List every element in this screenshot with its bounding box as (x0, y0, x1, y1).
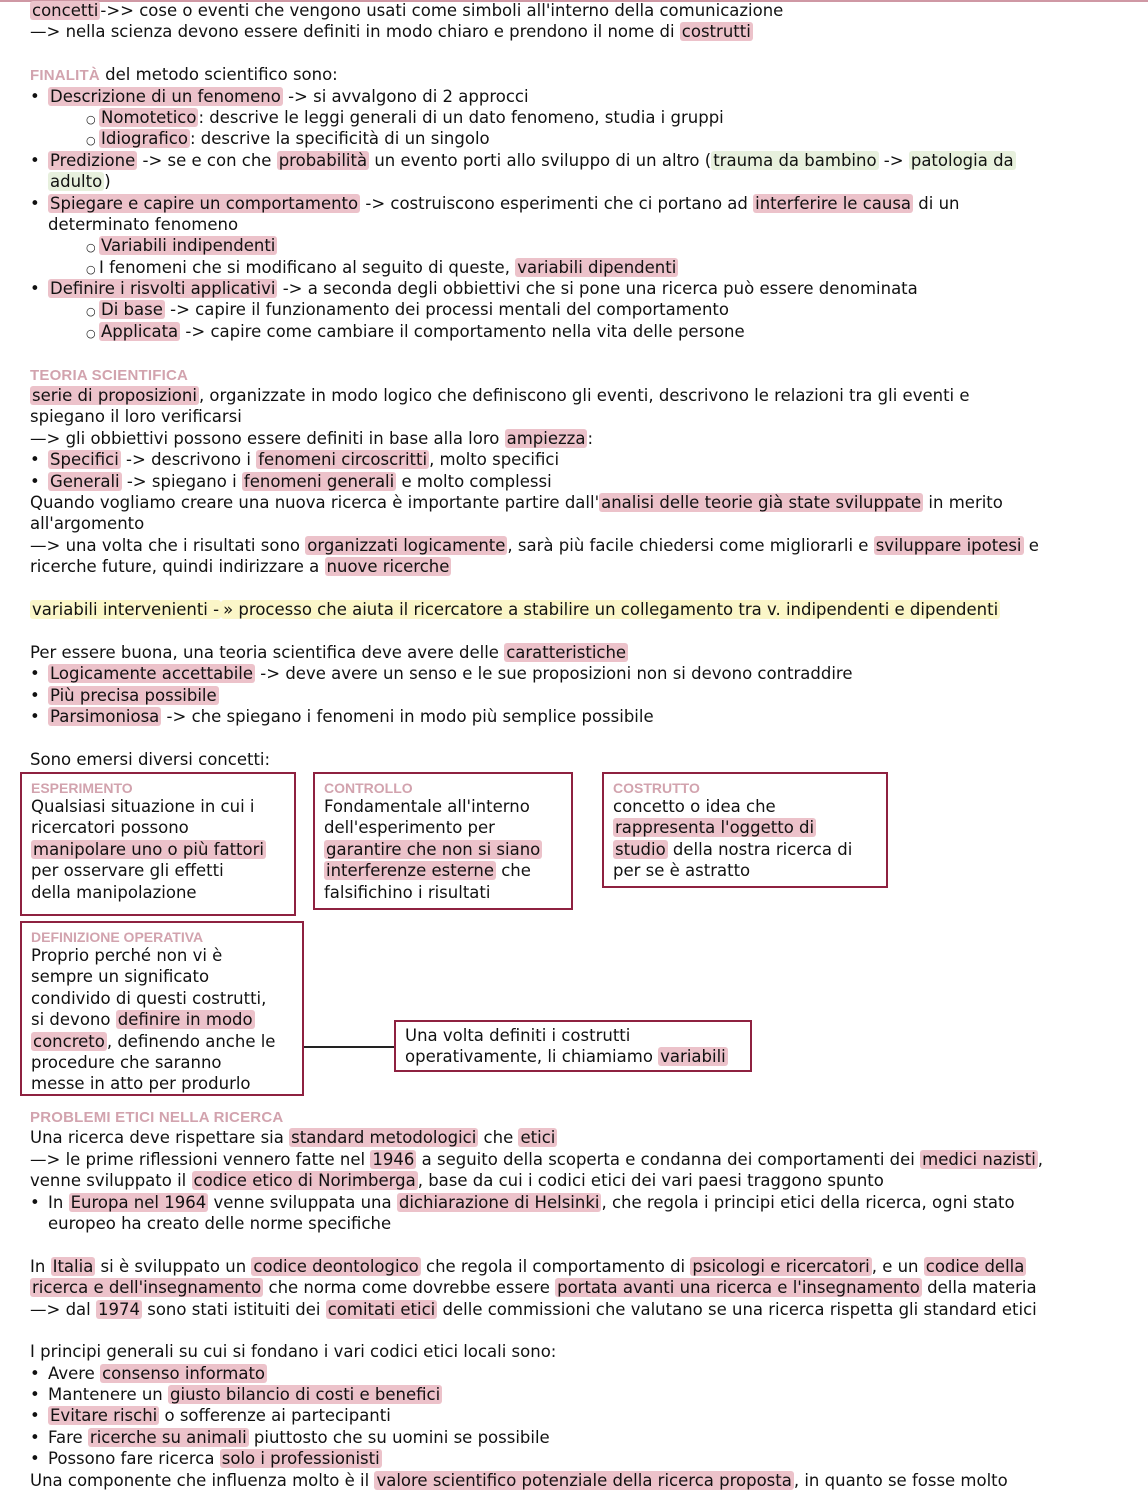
text-run: operativamente, li chiamiamo (405, 1047, 659, 1067)
highlight-pink: variabili (660, 1047, 726, 1067)
highlight-pink: fenomeni circoscritti (258, 450, 428, 470)
box-costrutto (602, 772, 888, 888)
highlight-pink: Parsimoniosa (50, 706, 160, 726)
bullet-item (30, 1448, 1125, 1469)
text-run: della manipolazione (31, 882, 197, 902)
text-run: -> (878, 150, 909, 170)
text-run: Fare (48, 1427, 88, 1447)
highlight-green: trauma da bambino (713, 150, 877, 170)
highlight-pink: valore scientifico potenziale della ricerca proposta (376, 1470, 792, 1490)
text-line (30, 1127, 1125, 1148)
text-run: -> descrivono i (120, 450, 257, 470)
text-run: , in quanto se fosse molto (793, 1470, 1008, 1490)
highlight-pink: studio (615, 839, 666, 859)
blank-line (30, 1234, 1125, 1255)
highlight-pink: nuove ricerche (326, 557, 450, 577)
text-run: In (48, 1192, 69, 1212)
text-run: all'argomento (30, 514, 145, 534)
text-run: sempre un significato (31, 967, 210, 987)
box-line (31, 860, 285, 881)
text-run: I principi generali su cui si fondano i vari codici etici locali sono: (30, 1342, 557, 1362)
box-line (31, 1031, 293, 1052)
text-run: ricerche future, quindi indirizzare a (30, 557, 325, 577)
text-run: Fondamentale all'interno (324, 797, 530, 816)
highlight-pink: consenso informato (102, 1363, 266, 1383)
text-run: procedure che saranno (31, 1052, 222, 1072)
highlight-pink: rappresenta l'oggetto di (615, 818, 815, 838)
text-run: —> nella scienza devono essere definiti in modo chiaro e prendono il nome di (30, 22, 680, 42)
text-line (30, 1277, 1125, 1298)
highlight-pink: ampiezza (506, 428, 586, 448)
bullet-item (30, 1363, 1125, 1384)
text-run: delle commissioni che valutano se una ricerca rispetta gli standard etici (437, 1299, 1037, 1319)
text-run: , che regola i principi etici della ricerca, ogni stato (601, 1192, 1015, 1212)
text-run: Avere (48, 1363, 101, 1383)
highlight-pink: dichiarazione di Helsinki (398, 1192, 600, 1212)
text-run: concetto o idea che (613, 797, 776, 816)
text-run: -> a seconda degli obbiettivi che si pone una ricerca può essere denominata (277, 279, 918, 299)
highlight-pink: probabilità (278, 150, 368, 170)
text-run: : descrive la specificità di un singolo (189, 129, 490, 149)
highlight-green: patologia da (910, 150, 1014, 170)
bullet-item (30, 1192, 1125, 1213)
highlight-pink: concetti (32, 1, 99, 20)
text-run: messe in atto per produrlo (31, 1074, 251, 1094)
highlight-pink: codice etico di Norimberga (193, 1171, 416, 1191)
highlight-pink: Spiegare e capire un comportamento (50, 193, 359, 213)
highlight-pink: serie di proposizioni (32, 386, 197, 406)
text-run: piuttosto che su uomini se possibile (248, 1427, 550, 1447)
box-line (405, 1025, 741, 1046)
box-line (31, 839, 285, 860)
text-run: e molto complessi (396, 471, 552, 491)
box-esperimento (20, 772, 296, 916)
text-line (30, 1170, 1125, 1191)
text-line (30, 1470, 1125, 1491)
box-line (31, 882, 285, 903)
text-run: per se è astratto (613, 861, 751, 881)
text-run: che (478, 1128, 519, 1148)
highlight-pink: organizzati logicamente (307, 535, 506, 555)
text-run: si devono (31, 1010, 116, 1030)
text-run: , (1037, 1149, 1044, 1169)
text-run: : (587, 428, 594, 448)
text-run: di un (913, 193, 960, 213)
box-line (31, 796, 285, 817)
text-run: Una ricerca deve rispettare sia (30, 1128, 290, 1148)
highlight-pink: Variabili indipendenti (101, 236, 276, 256)
text-run: , definendo anche le (106, 1031, 276, 1051)
text-run: Per essere buona, una teoria scientifica deve avere delle (30, 642, 505, 662)
highlight-pink: fenomeni generali (243, 471, 395, 491)
text-run: Qualsiasi situazione in cui i (31, 797, 255, 816)
text-line (30, 1149, 1125, 1170)
text-run: -> capire il funzionamento dei processi mentali del comportamento (164, 300, 729, 320)
highlight-pink: comitati etici (327, 1299, 436, 1319)
bullet-item (30, 1427, 1125, 1448)
highlight-pink: giusto bilancio di costi e benefici (170, 1385, 441, 1405)
text-run: che (495, 861, 531, 881)
text-run: venne sviluppato il (30, 1171, 192, 1191)
text-run: per osservare gli effetti (31, 861, 224, 881)
highlight-pink: Di base (101, 300, 163, 320)
text-run: che norma come dovrebbe essere (263, 1278, 556, 1298)
box-definizione-operativa (20, 921, 304, 1096)
text-run: della nostra ricerca di (667, 839, 853, 859)
box-variabili (394, 1020, 752, 1072)
box-line (324, 817, 562, 838)
highlight-pink: Nomotetico (101, 107, 197, 127)
highlight-pink: Applicata (101, 321, 179, 341)
box-line (324, 860, 562, 881)
box-line (613, 817, 877, 838)
text-run: —> dal (30, 1299, 96, 1319)
text-run: I fenomeni che si modificano al seguito di queste, (99, 257, 516, 277)
text-run: ->> cose o eventi che vengono usati come simboli all'interno della comunicazione (100, 1, 784, 20)
text-run: , e un (871, 1256, 924, 1276)
box-line (324, 839, 562, 860)
highlight-pink: Evitare rischi (50, 1406, 158, 1426)
text-run: -> che spiegano i fenomeni in modo più semplice possibile (161, 706, 654, 726)
text-run: spiegano il loro verificarsi (30, 407, 242, 427)
text-line (30, 1213, 1125, 1234)
text-run: della materia (921, 1278, 1037, 1298)
text-run: In (30, 1256, 51, 1276)
text-run: -> se e con che (137, 150, 277, 170)
highlight-pink: interferire le causa (755, 193, 912, 213)
highlight-pink: Descrizione di un fenomeno (50, 86, 281, 106)
bullet-item (30, 1384, 1125, 1405)
highlight-pink: portata avanti una ricerca e l'insegnamento (557, 1278, 920, 1298)
text-run: -> deve avere un senso e le sue proposizioni non si devono contraddire (255, 664, 853, 684)
notes-section-ethics (30, 1106, 1125, 1491)
text-run: europeo ha creato delle norme specifiche (48, 1213, 392, 1233)
text-run: Possono fare ricerca (48, 1449, 220, 1469)
highlight-pink: etici (520, 1128, 556, 1148)
highlight-pink: ricerche su animali (89, 1427, 247, 1447)
text-run: dell'esperimento per (324, 818, 495, 838)
text-run: condivido di questi costrutti, (31, 988, 267, 1008)
box-line (31, 1073, 293, 1094)
text-run: Mantenere un (48, 1385, 169, 1405)
box-title: CONTROLLO (324, 780, 413, 796)
text-run: , molto specifici (429, 450, 560, 470)
box-line (613, 839, 877, 860)
text-run: Una componente che influenza molto è il (30, 1470, 375, 1490)
text-run: in merito (923, 492, 1003, 512)
text-line (30, 1299, 1125, 1320)
box-title: ESPERIMENTO (31, 780, 133, 796)
text-run: , base da cui i codici etici dei vari paesi traggono spunto (417, 1171, 884, 1191)
blank-line (30, 1320, 1125, 1341)
box-controllo (313, 772, 573, 910)
highlight-pink: codice della (925, 1256, 1025, 1276)
highlight-pink: Specifici (50, 450, 119, 470)
highlight-pink: standard metodologici (291, 1128, 477, 1148)
highlight-pink: Idiografico (101, 129, 188, 149)
text-run: determinato fenomeno (48, 214, 239, 234)
highlight-green: adulto (50, 172, 103, 192)
highlight-yellow: » processo che aiuta il ricercatore a stabilire un collegamento tra v. indipendenti e dipendenti (223, 599, 999, 619)
text-run: ricercatori possono (31, 818, 189, 838)
highlight-pink: Logicamente accettabile (50, 664, 254, 684)
text-run: : descrive le leggi generali di un dato fenomeno, studia i gruppi (198, 107, 724, 127)
text-run: del metodo scientifico sono: (99, 65, 338, 85)
connector-line (304, 1046, 394, 1048)
box-line (31, 945, 293, 966)
box-line (324, 796, 562, 817)
box-title: DEFINIZIONE OPERATIVA (31, 929, 204, 945)
highlight-pink: garantire che non si siano (326, 839, 541, 859)
text-run: Proprio perché non vi è (31, 946, 223, 965)
text-run: un evento porti allo sviluppo di un altro ( (369, 150, 712, 170)
text-run: Una volta definiti i costrutti (405, 1026, 631, 1045)
highlight-pink: variabili dipendenti (517, 257, 677, 277)
text-run: che regola il comportamento di (420, 1256, 691, 1276)
text-run: ) (104, 172, 111, 192)
text-run: sono stati istituiti dei (141, 1299, 326, 1319)
section-heading: TEORIA SCIENTIFICA (30, 366, 189, 384)
box-line (31, 1052, 293, 1073)
text-run: —> gli obbiettivi possono essere definiti in base alla loro (30, 428, 505, 448)
text-line (30, 1106, 1125, 1127)
bullet-item (30, 1405, 1125, 1426)
highlight-pink: Predizione (50, 150, 136, 170)
highlight-pink: costrutti (681, 22, 751, 42)
highlight-pink: 1974 (97, 1299, 140, 1319)
box-line (405, 1046, 741, 1067)
text-run: falsifichino i risultati (324, 882, 491, 902)
highlight-pink: definire in modo (117, 1010, 253, 1030)
text-run: , organizzate in modo logico che definiscono gli eventi, descrivono le relazioni tra gli eventi e (198, 386, 970, 406)
highlight-pink: solo i professionisti (221, 1449, 380, 1469)
highlight-pink: medici nazisti (922, 1149, 1036, 1169)
text-line (30, 1256, 1125, 1277)
text-run: , sarà più facile chiedersi come migliorarli e (507, 535, 874, 555)
highlight-pink: codice deontologico (253, 1256, 419, 1276)
highlight-pink: caratteristiche (506, 642, 627, 662)
text-run: -> si avvalgono di 2 approcci (282, 86, 529, 106)
box-line (31, 966, 293, 987)
box-line (324, 882, 562, 903)
highlight-pink: 1946 (372, 1149, 415, 1169)
text-run: -> costruiscono esperimenti che ci portano ad (360, 193, 754, 213)
section-heading: PROBLEMI ETICI NELLA RICERCA (30, 1109, 284, 1126)
section-heading: FINALITÀ (30, 67, 100, 85)
box-line (613, 860, 877, 881)
highlight-pink: Generali (50, 471, 120, 491)
text-run: Quando vogliamo creare una nuova ricerca è importante partire dall' (30, 492, 600, 512)
text-run: —> le prime riflessioni vennero fatte nel (30, 1149, 371, 1169)
text-run: -> capire come cambiare il comportamento nella vita delle persone (180, 321, 745, 341)
highlight-pink: manipolare uno o più fattori (33, 839, 264, 859)
text-run: o sofferenze ai partecipanti (159, 1406, 391, 1426)
highlight-pink: Definire i risvolti applicativi (50, 279, 276, 299)
text-run: e (1023, 535, 1039, 555)
text-run: si è sviluppato un (95, 1256, 252, 1276)
highlight-pink: Italia (52, 1256, 94, 1276)
text-run: a seguito della scoperta e condanna dei comportamenti dei (416, 1149, 921, 1169)
box-line (31, 817, 285, 838)
box-line (31, 988, 293, 1009)
box-title: COSTRUTTO (613, 780, 700, 796)
text-run: -> spiegano i (121, 471, 242, 491)
highlight-pink: analisi delle teorie già state sviluppate (601, 492, 922, 512)
text-run: Sono emersi diversi concetti: (30, 749, 271, 769)
highlight-pink: ricerca e dell'insegnamento (32, 1278, 262, 1298)
highlight-yellow: variabili intervenienti - (32, 599, 220, 619)
highlight-pink: Europa nel 1964 (70, 1192, 207, 1212)
highlight-pink: concreto (33, 1031, 105, 1051)
text-run: —> una volta che i risultati sono (30, 535, 306, 555)
box-line (613, 796, 877, 817)
text-line (30, 1341, 1125, 1362)
box-line (31, 1009, 293, 1030)
highlight-pink: psicologi e ricercatori (692, 1256, 870, 1276)
highlight-pink: interferenze esterne (326, 861, 494, 881)
highlight-pink: Più precisa possibile (50, 685, 217, 705)
text-run: venne sviluppata una (208, 1192, 397, 1212)
highlight-pink: sviluppare ipotesi (875, 535, 1022, 555)
